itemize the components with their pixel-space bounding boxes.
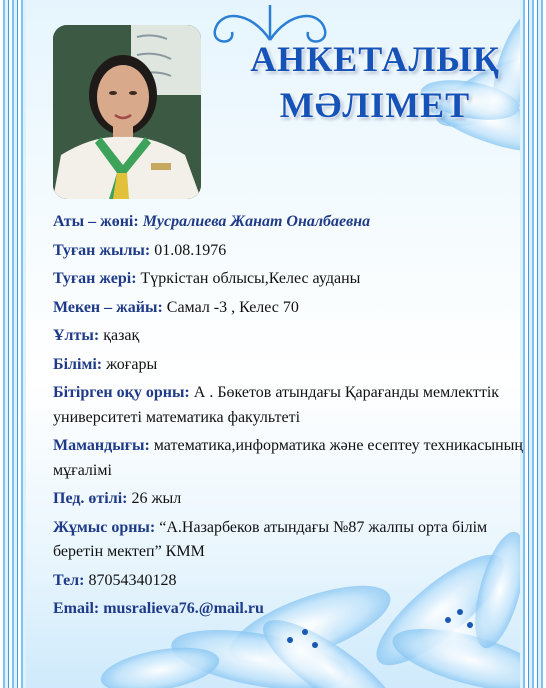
teacher-portrait-icon [53,25,201,199]
field-value: А . Бөкетов атындағы Қарағанды мемлекттік университеті математика факультеті [53,384,500,426]
profile-photo [53,25,201,199]
field-label: Email: [53,600,100,617]
field-label: Ұлты: [53,327,100,344]
field-phone [53,569,528,594]
field-nationality [53,324,528,349]
field-label: Жұмыс орны: [53,518,156,536]
field-label: Туған жылы: [53,241,151,259]
title-line-1: АНКЕТАЛЫҚ [250,39,500,79]
field-label: Бітірген оқу орны: [53,384,190,401]
field-specialty [53,434,528,483]
field-value: Самал -3 , Келес 70 [166,298,299,316]
left-stripe-border [0,0,26,688]
field-label: Білімі: [53,355,103,373]
field-value: жоғары [106,355,158,373]
field-value: “А.Назарбеков атындағы №87 жалпы орта білім беретін мектеп” КММ [53,518,488,560]
field-label: Туған жері: [53,270,137,287]
field-value: 26 жыл [131,490,182,507]
field-birth-place [53,267,528,292]
field-address [53,296,528,321]
profile-info [53,210,528,622]
field-education [53,353,528,378]
field-value: 01.08.1976 [154,241,227,259]
field-graduated-from [53,381,528,430]
field-email [53,597,528,622]
title-line-2: МӘЛІМЕТ [279,85,471,125]
field-label: Аты – жөні: [53,213,139,230]
field-value: musralieva76.@mail.ru [103,600,264,617]
field-value: қазақ [103,327,140,344]
field-label: Пед. өтілі: [53,490,128,507]
field-teaching-experience [53,487,528,512]
field-workplace [53,516,528,565]
field-value: 87054340128 [88,571,177,589]
field-value: Мусралиева Жанат Оналбаевна [142,213,371,230]
field-label: Мамандығы: [53,437,150,454]
field-full-name [53,210,528,235]
ornament-top [215,5,326,42]
field-label: Мекен – жайы: [53,298,163,316]
field-value: Түркістан облысы,Келес ауданы [140,270,361,287]
field-label: Тел: [53,571,85,589]
field-birth-date [53,239,528,264]
field-value: математика,информатика және есептеу техникасының мұғалімі [53,437,523,479]
